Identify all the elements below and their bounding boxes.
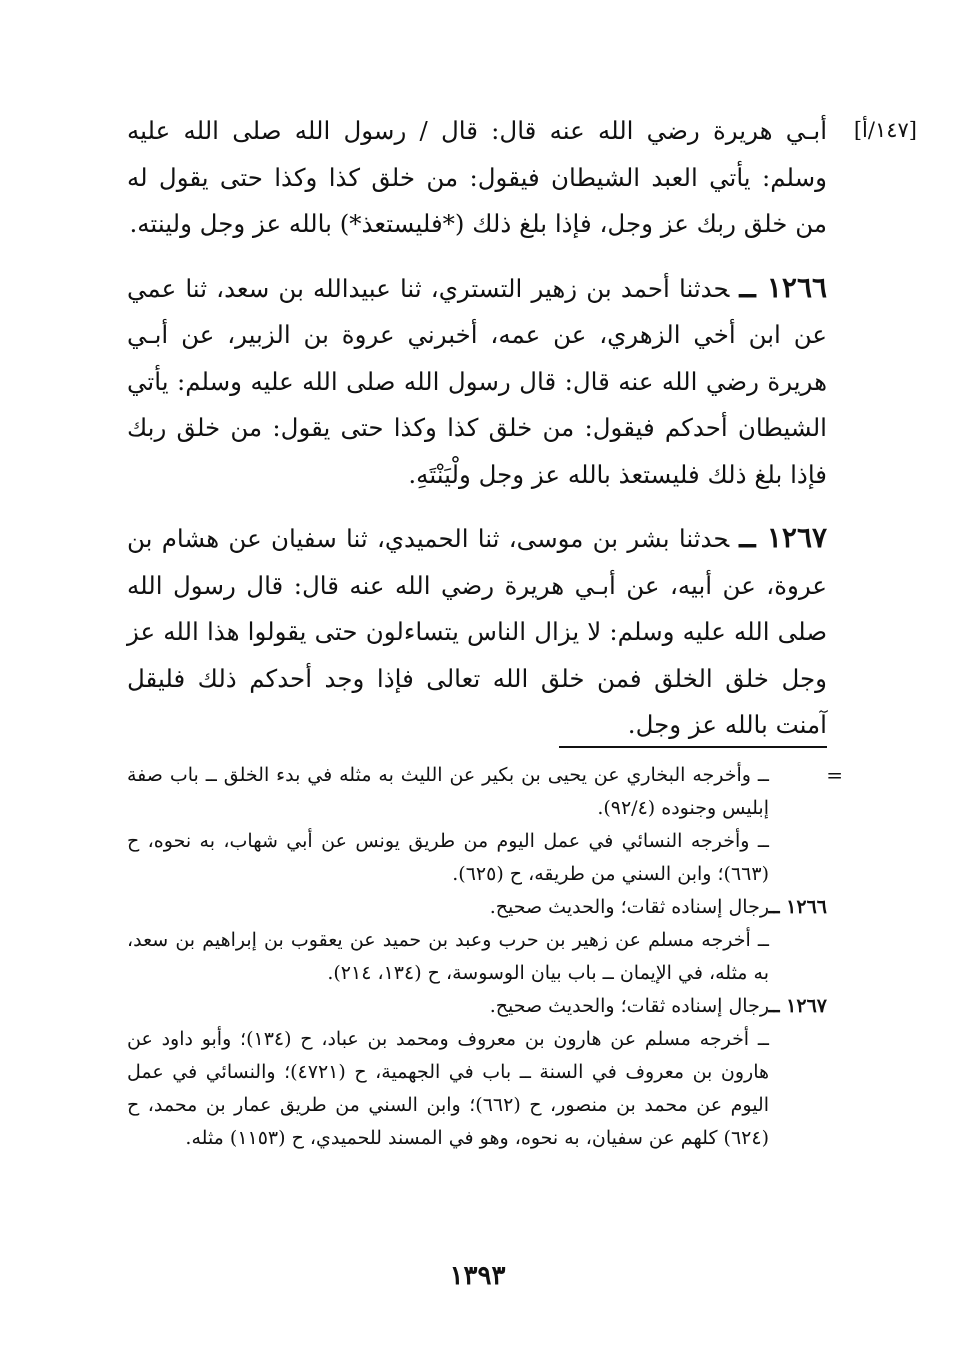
footnote-label <box>769 1023 827 1155</box>
footnote <box>127 990 827 1023</box>
hadith-text: حدثنا أحمد بن زهير التستري، ثنا عبيدالله بن سعد، ثنا عمي عن ابن أخي الزهري، عن عمه، أخبرني عروة بن الزبير، عن أبـي هريرة رضي الله عنه قال: قال رسول الله صلى الله عليه وسلم: يأتي الشيطان أحدكم فيقول: من خلق كذا وكذا حتى يقول: من خلق ربك فإذا بلغ ذلك فليستعذ بالله عز وجل ولْيَنْتَهِ. <box>127 273 827 489</box>
footnote <box>127 825 827 891</box>
page-number: ١٣٩٣ <box>449 1261 506 1291</box>
footnote-label: ١٢٦٧ ــ <box>768 995 827 1017</box>
footnote-text: ــ وأخرجه البخاري عن يحيى بن بكير عن الليث به مثله في بدء الخلق ــ باب صفة إبليس وجنوده (٩٢/٤). <box>127 764 769 819</box>
hadith-paragraph <box>127 515 827 749</box>
hadith-number: ١٢٦٧ ــ <box>739 521 828 554</box>
footnote-text: رجال إسناده ثقات؛ والحديث صحيح. <box>489 995 769 1017</box>
hadith-paragraph <box>127 265 827 499</box>
footnote-separator <box>559 746 827 748</box>
footnote-text: ــ أخرجه مسلم عن زهير بن حرب وعبد بن حميد عن يعقوب بن إبراهيم بن سعد، به مثله، في الإيمان ــ باب بيان الوسوسة، ح (١٣٤، ٢١٤). <box>127 929 769 984</box>
footnote <box>127 759 827 825</box>
footnote-text: رجال إسناده ثقات؛ والحديث صحيح. <box>489 896 769 918</box>
footnote-label <box>769 759 827 825</box>
footnote-label: ١٢٦٦ ــ <box>768 896 827 918</box>
manuscript-folio-marker: [١٤٧/أ] <box>853 118 917 142</box>
footnotes <box>127 759 827 1155</box>
footnote-text: ــ وأخرجه النسائي في عمل اليوم من طريق يونس عن أبي شهاب، به نحوه، ح (٦٦٣)؛ وابن السني من طريقه، ح (٦٢٥). <box>127 830 769 885</box>
intro-paragraph: أبـي هريرة رضي الله عنه قال: قال / رسول الله صلى الله عليه وسلم: يأتي العبد الشيطان فيقول: من خلق كذا وكذا حتى يقول له من خلق ربك عز وجل، فإذا بلغ ذلك (*فليستعذ*) بالله عز وجل ولينته. <box>127 116 827 238</box>
footnote-continuation-mark: = <box>826 763 843 787</box>
footnote <box>127 1023 827 1155</box>
hadith-text: حدثنا بشر بن موسى، ثنا الحميدي، ثنا سفيان عن هشام بن عروة، عن أبيه، عن أبـي هريرة رضي الله عنه قال: قال رسول الله صلى الله عليه وسلم: لا يزال الناس يتساءلون حتى يقولوا هذا الله عز وجل خلق الخلق فمن خلق الله تعالى فإذا وجد أحدكم ذلك فليقل آمنت بالله عز وجل. <box>127 524 827 739</box>
footnote-text: ــ أخرجه مسلم عن هارون بن معروف ومحمد بن عباد، ح (١٣٤)؛ وأبو داود عن هارون بن معروف في السنة ــ باب في الجهمية، ح (٤٧٢١)؛ والنسائي في عمل اليوم عن محمد بن منصور، ح (٦٦٢)؛ وابن السني من طريق عمار بن محمد، ح (٦٢٤) كلهم عن سفيان، به نحوه، وهو في المسند للحميدي، ح (١١٥٣) مثله. <box>127 1028 769 1149</box>
hadith-number: ١٢٦٦ ــ <box>739 270 828 304</box>
footnote <box>127 924 827 990</box>
main-text <box>127 108 827 749</box>
footnote <box>127 891 827 924</box>
footnote-label <box>769 825 827 891</box>
footnote-label <box>769 924 827 990</box>
